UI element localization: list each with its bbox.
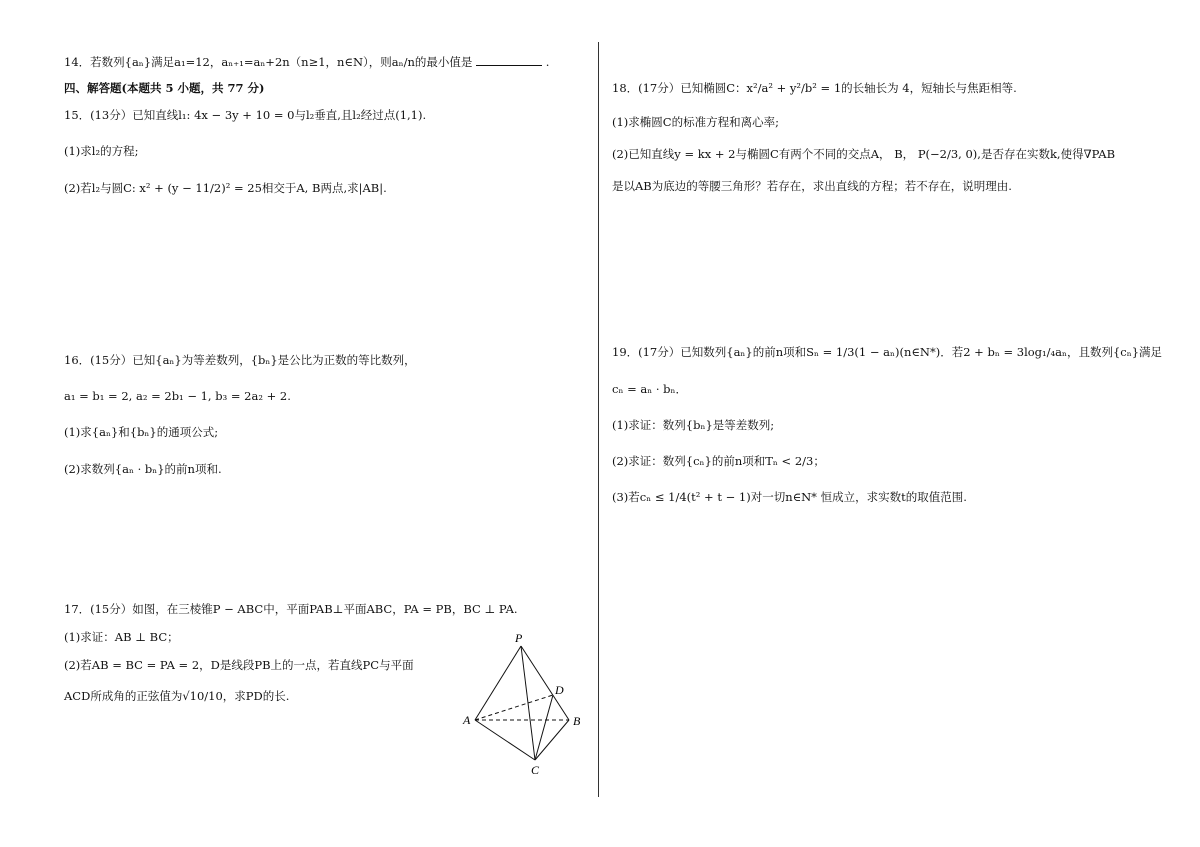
- question-14-suffix: .: [545, 55, 550, 69]
- question-17-part2-line1: (2)若AB = BC = PA = 2，D是线段PB上的一点，若直线PC与平面: [64, 658, 414, 672]
- label-d: D: [555, 683, 564, 697]
- edge-pc: [521, 646, 535, 760]
- edge-ad-hidden: [475, 695, 553, 720]
- question-17-part2-line2: ACD所成角的正弦值为√10/10，求PD的长.: [64, 689, 290, 703]
- question-17-part1: (1)求证：AB ⊥ BC；: [64, 630, 179, 644]
- question-19-part3: (3)若cₙ ≤ 1/4(t² + t − 1)对一切n∈N* 恒成立，求实数t的取值范围.: [612, 490, 967, 504]
- label-a: A: [463, 713, 471, 727]
- label-b: B: [573, 714, 581, 728]
- question-19-stem-line2: cₙ = aₙ · bₙ．: [612, 382, 687, 396]
- edge-pa: [475, 646, 521, 720]
- question-19-stem: 19．(17分）已知数列{aₙ}的前n项和Sₙ = 1/3(1 − aₙ)(n∈N*)．若2 + bₙ = 3log₁/₄aₙ，且数列{cₙ}满足: [612, 345, 1163, 359]
- label-p: P: [515, 631, 523, 645]
- question-19-part2: (2)求证：数列{cₙ}的前n项和Tₙ < 2/3；: [612, 454, 825, 468]
- question-14: [64, 53, 549, 70]
- question-18-stem: 18．(17分）已知椭圆C：x²/a² + y²/b² = 1的长轴长为 4，短轴长与焦距相等.: [612, 81, 1017, 95]
- question-15-part1: (1)求l₂的方程;: [64, 144, 139, 158]
- section-heading: 四、解答题(本题共 5 小题，共 77 分): [64, 81, 265, 95]
- column-divider: [598, 42, 599, 797]
- question-18-part2-line2: 是以AB为底边的等腰三角形？若存在，求出直线的方程；若不存在，说明理由.: [612, 179, 1012, 193]
- question-19-part1: (1)求证：数列{bₙ}是等差数列;: [612, 418, 775, 432]
- question-16-part2: (2)求数列{aₙ · bₙ}的前n项和.: [64, 462, 222, 476]
- question-15-part2: (2)若l₂与圆C: x² + (y − 11/2)² = 25相交于A, B两点,求|AB|.: [64, 181, 387, 195]
- question-18-part1: (1)求椭圆C的标准方程和离心率;: [612, 115, 779, 129]
- answer-blank[interactable]: [476, 53, 542, 66]
- question-16-stem: 16．(15分）已知{aₙ}为等差数列，{bₙ}是公比为正数的等比数列，: [64, 353, 416, 367]
- edge-dc: [535, 695, 553, 760]
- question-16-conditions: a₁ = b₁ = 2, a₂ = 2b₁ − 1, b₃ = 2a₂ + 2.: [64, 389, 291, 403]
- question-15-stem: 15．(13分）已知直线l₁: 4x − 3y + 10 = 0与l₂垂直,且l₂经过点(1,1).: [64, 108, 427, 122]
- question-17-stem: 17．(15分）如图，在三棱锥P − ABC中，平面PAB⊥平面ABC，PA = PB，BC ⊥ PA.: [64, 602, 518, 616]
- edge-ac: [475, 720, 535, 760]
- label-c: C: [531, 763, 540, 777]
- question-14-text: 14．若数列{aₙ}满足a₁=12，aₙ₊₁=aₙ+2n（n≥1，n∈N），则aₙ/n的最小值是: [64, 55, 473, 69]
- question-16-part1: (1)求{aₙ}和{bₙ}的通项公式;: [64, 425, 219, 439]
- tetrahedron-figure: [455, 628, 595, 778]
- question-18-part2-line1: (2)已知直线y = kx + 2与椭圆C有两个不同的交点A， B， P(−2/3, 0),是否存在实数k,使得∇PAB: [612, 147, 1116, 161]
